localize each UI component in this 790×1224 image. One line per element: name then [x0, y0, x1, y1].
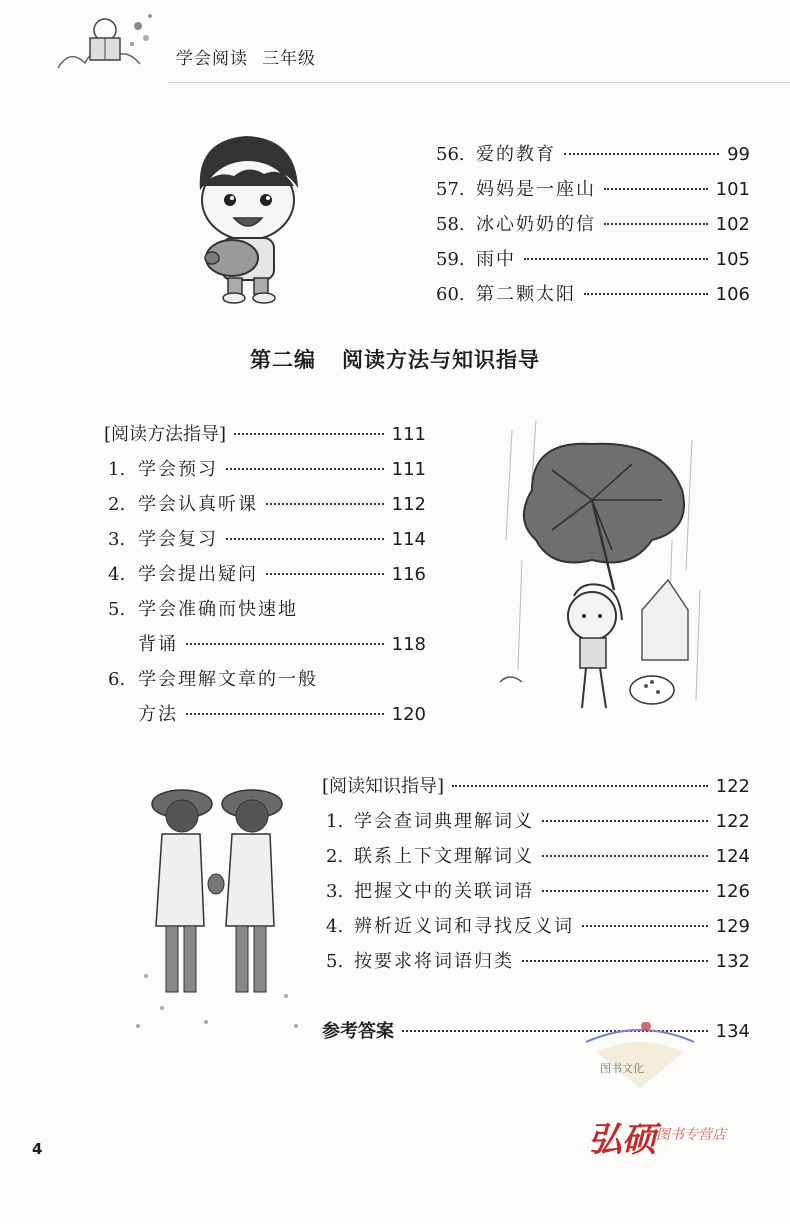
toc-page: 105	[715, 249, 750, 270]
toc-knowledge-5[interactable]	[326, 947, 750, 973]
toc-label: 辨析近义词和寻找反义词	[354, 916, 574, 937]
toc-label: 冰心奶奶的信	[476, 214, 596, 235]
toc-method-6[interactable]	[108, 665, 426, 691]
toc-label: 学会准确而快速地	[138, 599, 298, 620]
toc-leader	[234, 433, 384, 435]
toc-method-4[interactable]	[108, 560, 426, 586]
two-girls-walking-illustration	[126, 776, 322, 1038]
toc-label: 学会提出疑问	[138, 564, 258, 585]
toc-leader	[542, 855, 708, 857]
toc-entry-57[interactable]	[436, 175, 750, 201]
toc-page: 134	[715, 1021, 750, 1042]
toc-page: 106	[715, 284, 750, 305]
toc-leader	[564, 153, 719, 155]
toc-label: [阅读知识指导]	[322, 776, 445, 797]
toc-leader	[584, 293, 708, 295]
toc-entry-58[interactable]	[436, 210, 750, 236]
toc-label: 学会预习	[138, 459, 218, 480]
toc-page: 102	[715, 214, 750, 235]
watermark-brand: 图书文化	[600, 1062, 644, 1075]
toc-label: 妈妈是一座山	[476, 179, 596, 200]
toc-label: 背诵	[138, 634, 178, 655]
watermark-logo: 弘硕	[588, 1120, 656, 1160]
toc-leader	[266, 573, 384, 575]
toc-label: 把握文中的关联词语	[354, 881, 534, 902]
toc-knowledge-1[interactable]	[326, 807, 750, 833]
toc-label: 方法	[138, 704, 178, 725]
toc-label: 联系上下文理解词义	[354, 846, 534, 867]
section-part: 第二编	[250, 348, 316, 372]
toc-entry-56[interactable]	[436, 140, 750, 166]
toc-number: 56.	[436, 144, 465, 165]
boy-piggy-bank-illustration	[186, 130, 312, 306]
toc-number: 4.	[108, 564, 126, 585]
toc-leader	[226, 538, 384, 540]
toc-label: 第二颗太阳	[476, 284, 576, 305]
toc-page: 111	[391, 459, 426, 480]
toc-number: 57.	[436, 179, 465, 200]
toc-methods-heading[interactable]	[104, 420, 426, 446]
toc-number: 5.	[108, 599, 126, 620]
toc-leader	[604, 223, 708, 225]
toc-number: 59.	[436, 249, 465, 270]
toc-leader	[604, 188, 708, 190]
toc-knowledge-2[interactable]	[326, 842, 750, 868]
toc-page: 114	[391, 529, 426, 550]
toc-page: 99	[727, 144, 750, 165]
toc-label: 爱的教育	[476, 144, 556, 165]
toc-leader	[266, 503, 384, 505]
toc-page: 112	[391, 494, 426, 515]
toc-label: 雨中	[476, 249, 516, 270]
toc-method-5-continued[interactable]	[138, 630, 426, 656]
toc-page: 132	[715, 951, 750, 972]
book-header	[176, 44, 316, 69]
watermark-arc-icon	[580, 1022, 700, 1092]
toc-method-6-continued[interactable]	[138, 700, 426, 726]
toc-number: 3.	[108, 529, 126, 550]
watermark-store: 图书专营店	[656, 1127, 726, 1143]
reading-kid-logo	[50, 8, 160, 88]
toc-method-3[interactable]	[108, 525, 426, 551]
toc-page: 111	[391, 424, 426, 445]
toc-number: 60.	[436, 284, 465, 305]
toc-entry-60[interactable]	[436, 280, 750, 306]
toc-number: 3.	[326, 881, 344, 902]
toc-page: 124	[715, 846, 750, 867]
toc-number: 2.	[108, 494, 126, 515]
toc-number: 4.	[326, 916, 344, 937]
header-divider	[168, 82, 790, 83]
toc-page: 122	[715, 811, 750, 832]
toc-page: 118	[391, 634, 426, 655]
toc-label: 学会认真听课	[138, 494, 258, 515]
toc-label: 学会复习	[138, 529, 218, 550]
toc-method-5[interactable]	[108, 595, 426, 621]
section-name: 阅读方法与知识指导	[342, 348, 540, 372]
toc-label: 学会查词典理解词义	[354, 811, 534, 832]
toc-label: 参考答案	[322, 1021, 394, 1042]
toc-number: 58.	[436, 214, 465, 235]
toc-knowledge-4[interactable]	[326, 912, 750, 938]
toc-label: [阅读方法指导]	[104, 424, 227, 445]
toc-page: 129	[715, 916, 750, 937]
toc-page: 122	[715, 776, 750, 797]
toc-leader	[524, 258, 708, 260]
toc-knowledge-3[interactable]	[326, 877, 750, 903]
toc-number: 6.	[108, 669, 126, 690]
book-title: 学会阅读	[176, 49, 248, 69]
toc-number: 2.	[326, 846, 344, 867]
toc-number: 1.	[326, 811, 344, 832]
toc-page: 116	[391, 564, 426, 585]
toc-leader	[186, 643, 384, 645]
toc-page: 120	[391, 704, 426, 725]
toc-number: 5.	[326, 951, 344, 972]
section-title	[0, 344, 790, 374]
toc-leader	[186, 713, 384, 715]
toc-leader	[452, 785, 708, 787]
book-grade: 三年级	[262, 49, 316, 69]
toc-knowledge-heading[interactable]	[322, 772, 750, 798]
toc-page: 126	[715, 881, 750, 902]
toc-leader	[582, 925, 708, 927]
toc-entry-59[interactable]	[436, 245, 750, 271]
toc-page: 101	[715, 179, 750, 200]
toc-label: 学会理解文章的一般	[138, 669, 318, 690]
girl-leaf-umbrella-illustration	[492, 420, 710, 720]
toc-leader	[522, 960, 708, 962]
toc-method-2[interactable]	[108, 490, 426, 516]
toc-leader	[542, 890, 708, 892]
toc-method-1[interactable]	[108, 455, 426, 481]
toc-label: 按要求将词语归类	[354, 951, 514, 972]
toc-number: 1.	[108, 459, 126, 480]
toc-leader	[542, 820, 708, 822]
toc-leader	[226, 468, 384, 470]
page-number: 4	[32, 1140, 43, 1158]
